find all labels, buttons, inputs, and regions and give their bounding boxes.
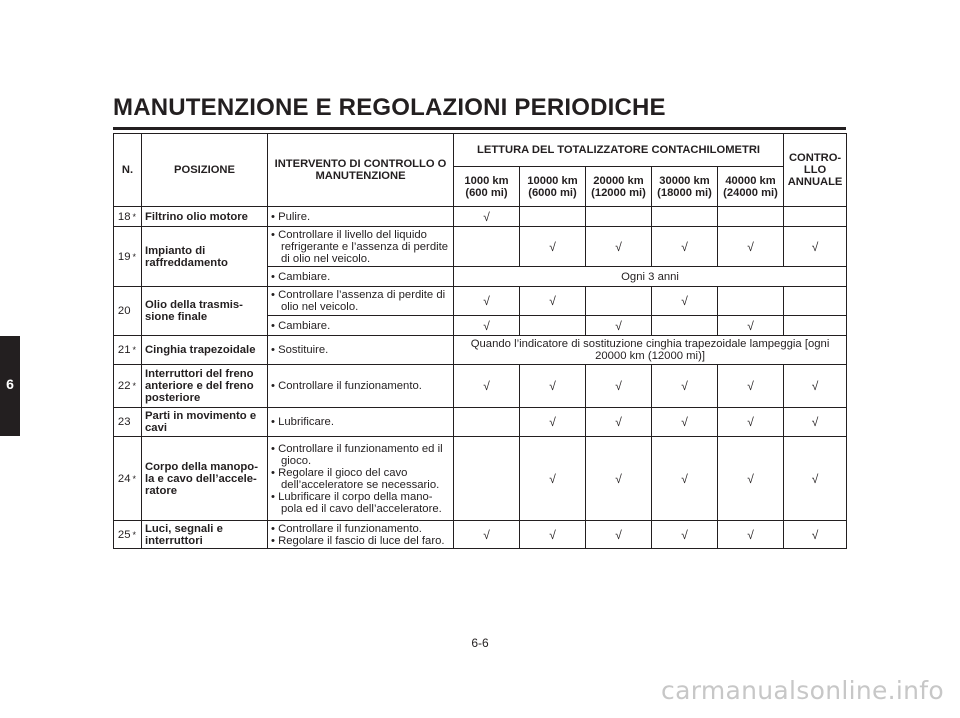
row-star [133, 287, 142, 336]
check-mark: √ [586, 408, 652, 437]
check-mark: √ [520, 408, 586, 437]
header-position: POSIZIONE [142, 134, 268, 207]
check-mark: √ [652, 227, 718, 267]
header-action: INTERVENTO DI CONTROLLO O MANUTENZIONE [268, 134, 454, 207]
row-star [133, 408, 142, 437]
header-km-40000: 40000 km (24000 mi) [718, 167, 784, 207]
table-row [114, 336, 847, 365]
header-km-10000: 10000 km (6000 mi) [520, 167, 586, 207]
row-position: Parti in movimento e cavi [142, 408, 268, 437]
check-mark: √ [652, 521, 718, 549]
watermark: carmanualsonline.info [661, 676, 944, 705]
check-mark: √ [718, 365, 784, 408]
check-mark: √ [520, 437, 586, 521]
row-action: • Sostituire. [268, 336, 454, 365]
row-action: • Controllare l’assenza di perdite di olio nel veicolo. [268, 287, 454, 316]
interval-note: Ogni 3 anni [454, 267, 847, 287]
table-row [114, 408, 847, 437]
table-row [114, 287, 847, 316]
check-mark: √ [520, 521, 586, 549]
row-position: Interruttori del freno anteriore e del freno posteriore [142, 365, 268, 408]
check-mark: √ [586, 437, 652, 521]
check-mark: √ [454, 365, 520, 408]
check-mark: √ [784, 521, 847, 549]
check-mark: √ [652, 408, 718, 437]
header-km-30000: 30000 km (18000 mi) [652, 167, 718, 207]
row-star: * [133, 521, 142, 549]
row-position: Olio della trasmis-sione finale [142, 287, 268, 336]
row-position: Corpo della manopo-la e cavo dell’accele-ratore [142, 437, 268, 521]
row-number: 18 [114, 207, 133, 227]
row-number: 22 [114, 365, 133, 408]
check-mark: √ [652, 287, 718, 316]
check-mark: √ [454, 207, 520, 227]
row-number: 24 [114, 437, 133, 521]
check-mark: √ [718, 227, 784, 267]
row-action: • Controllare il funzionamento ed il gioco. • Regolare il gioco del cavo dell’acceleratore se necessario. • Lubrificare il corpo della mano-pola ed il cavo dell’acceleratore. [268, 437, 454, 521]
row-action: • Controllare il livello del liquido refrigerante e l’assenza di perdite di olio nel veicolo. [268, 227, 454, 267]
check-mark: √ [586, 316, 652, 336]
check-mark: √ [454, 316, 520, 336]
row-action: • Lubrificare. [268, 408, 454, 437]
check-mark: √ [520, 365, 586, 408]
title-rule [113, 127, 846, 130]
header-n: N. [114, 134, 142, 207]
row-star: * [133, 336, 142, 365]
check-mark: √ [652, 365, 718, 408]
table-row [114, 365, 847, 408]
check-mark: √ [718, 408, 784, 437]
check-mark: √ [586, 521, 652, 549]
check-mark: √ [454, 521, 520, 549]
row-star: * [133, 227, 142, 287]
row-star: * [133, 207, 142, 227]
check-mark: √ [718, 521, 784, 549]
maintenance-table [113, 133, 847, 549]
check-mark: √ [784, 227, 847, 267]
header-odometer: LETTURA DEL TOTALIZZATORE CONTACHILOMETRI [454, 134, 784, 167]
check-mark: √ [718, 437, 784, 521]
page-title: MANUTENZIONE E REGOLAZIONI PERIODICHE [113, 94, 666, 121]
row-position: Impianto di raffreddamento [142, 227, 268, 287]
check-mark: √ [784, 408, 847, 437]
table-row [114, 521, 847, 549]
header-annual: CONTRO-LLO ANNUALE [784, 134, 847, 207]
check-mark: √ [586, 227, 652, 267]
row-number: 23 [114, 408, 133, 437]
row-position: Luci, segnali e interruttori [142, 521, 268, 549]
row-position: Cinghia trapezoidale [142, 336, 268, 365]
interval-note: Quando l’indicatore di sostituzione cinghia trapezoidale lampeggia [ogni 20000 km (12000 mi)] [454, 336, 847, 365]
check-mark: √ [520, 287, 586, 316]
row-action: • Cambiare. [268, 316, 454, 336]
row-star: * [133, 365, 142, 408]
header-km-1000: 1000 km (600 mi) [454, 167, 520, 207]
table-row [114, 437, 847, 521]
chapter-number: 6 [6, 376, 14, 392]
table-row [114, 207, 847, 227]
check-mark: √ [784, 365, 847, 408]
header-km-20000: 20000 km (12000 mi) [586, 167, 652, 207]
page-number: 6-6 [471, 636, 489, 650]
row-action: • Controllare il funzionamento. • Regolare il fascio di luce del faro. [268, 521, 454, 549]
row-number: 20 [114, 287, 133, 336]
check-mark: √ [520, 227, 586, 267]
table-row [114, 227, 847, 267]
check-mark: √ [784, 437, 847, 521]
row-number: 25 [114, 521, 133, 549]
check-mark: √ [652, 437, 718, 521]
check-mark: √ [454, 287, 520, 316]
check-mark: √ [586, 365, 652, 408]
row-number: 19 [114, 227, 133, 287]
row-action: • Cambiare. [268, 267, 454, 287]
row-star: * [133, 437, 142, 521]
row-action: • Pulire. [268, 207, 454, 227]
row-number: 21 [114, 336, 133, 365]
row-action: • Controllare il funzionamento. [268, 365, 454, 408]
check-mark: √ [718, 316, 784, 336]
row-position: Filtrino olio motore [142, 207, 268, 227]
